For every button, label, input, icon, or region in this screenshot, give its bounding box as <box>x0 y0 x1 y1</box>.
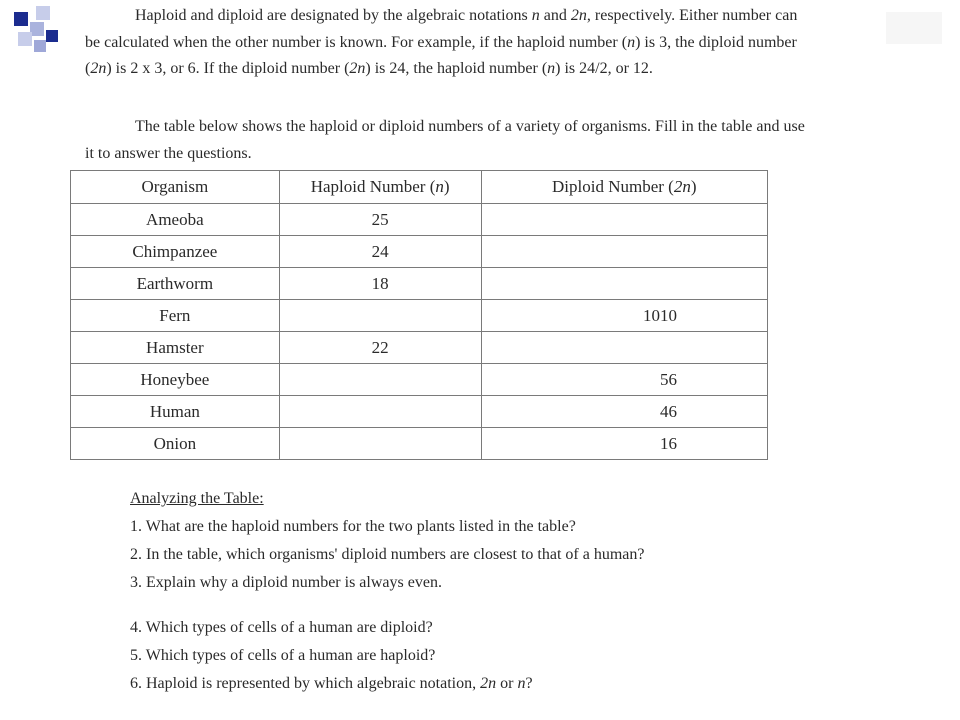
question-3: 3. Explain why a diploid number is always even. <box>130 574 442 591</box>
faint-mark <box>886 12 942 44</box>
diploid-cell: 46 <box>481 396 767 428</box>
organism-cell: Fern <box>71 300 280 332</box>
diploid-cell <box>481 332 767 364</box>
question-5: 5. Which types of cells of a human are haploid? <box>130 647 436 664</box>
diploid-cell: 56 <box>481 364 767 396</box>
analysis-heading: Analyzing the Table: <box>130 490 264 507</box>
intro-paragraph: Haploid and diploid are designated by the algebraic notations n and 2n, respectively. Either number can be calculated when the other number is known. For example, if the haploid number (n) is 3, the diploid number (2n) is 2 x 3, or 6. If the diploid number (2n) is 24, the haploid number (n) is 24/2, or 12. <box>85 7 798 77</box>
diploid-cell: 16 <box>481 428 767 460</box>
diploid-cell <box>481 204 767 236</box>
haploid-cell <box>279 428 481 460</box>
analysis-section <box>130 485 644 698</box>
haploid-cell <box>279 396 481 428</box>
table-row <box>71 268 768 300</box>
slide-logo-icon <box>0 0 70 60</box>
diploid-cell: 1010 <box>481 300 767 332</box>
question-4: 4. Which types of cells of a human are diploid? <box>130 619 433 636</box>
header-haploid: Haploid Number (n) <box>279 171 481 204</box>
haploid-cell: 18 <box>279 268 481 300</box>
header-diploid: Diploid Number (2n) <box>481 171 767 204</box>
table-header-row <box>71 171 768 204</box>
haploid-cell <box>279 300 481 332</box>
instructions-paragraph: The table below shows the haploid or diploid numbers of a variety of organisms. Fill in the table and use it to answer the questions. <box>85 118 805 162</box>
organism-cell: Ameoba <box>71 204 280 236</box>
table-row <box>71 332 768 364</box>
haploid-cell: 24 <box>279 236 481 268</box>
haploid-cell <box>279 364 481 396</box>
organism-cell: Chimpanzee <box>71 236 280 268</box>
haploid-cell: 25 <box>279 204 481 236</box>
organism-cell: Human <box>71 396 280 428</box>
table-row <box>71 364 768 396</box>
organism-cell: Earthworm <box>71 268 280 300</box>
haploid-cell: 22 <box>279 332 481 364</box>
table-row <box>71 236 768 268</box>
table-row <box>71 396 768 428</box>
question-1: 1. What are the haploid numbers for the two plants listed in the table? <box>130 518 576 535</box>
question-6: 6. Haploid is represented by which algebraic notation, 2n or n? <box>130 675 533 692</box>
table-row <box>71 300 768 332</box>
diploid-cell <box>481 268 767 300</box>
organism-cell: Hamster <box>71 332 280 364</box>
table-row <box>71 428 768 460</box>
header-organism: Organism <box>71 171 280 204</box>
organism-cell: Honeybee <box>71 364 280 396</box>
organism-table <box>70 170 768 460</box>
organism-cell: Onion <box>71 428 280 460</box>
diploid-cell <box>481 236 767 268</box>
question-2: 2. In the table, which organisms' diploid numbers are closest to that of a human? <box>130 546 645 563</box>
table-row <box>71 204 768 236</box>
